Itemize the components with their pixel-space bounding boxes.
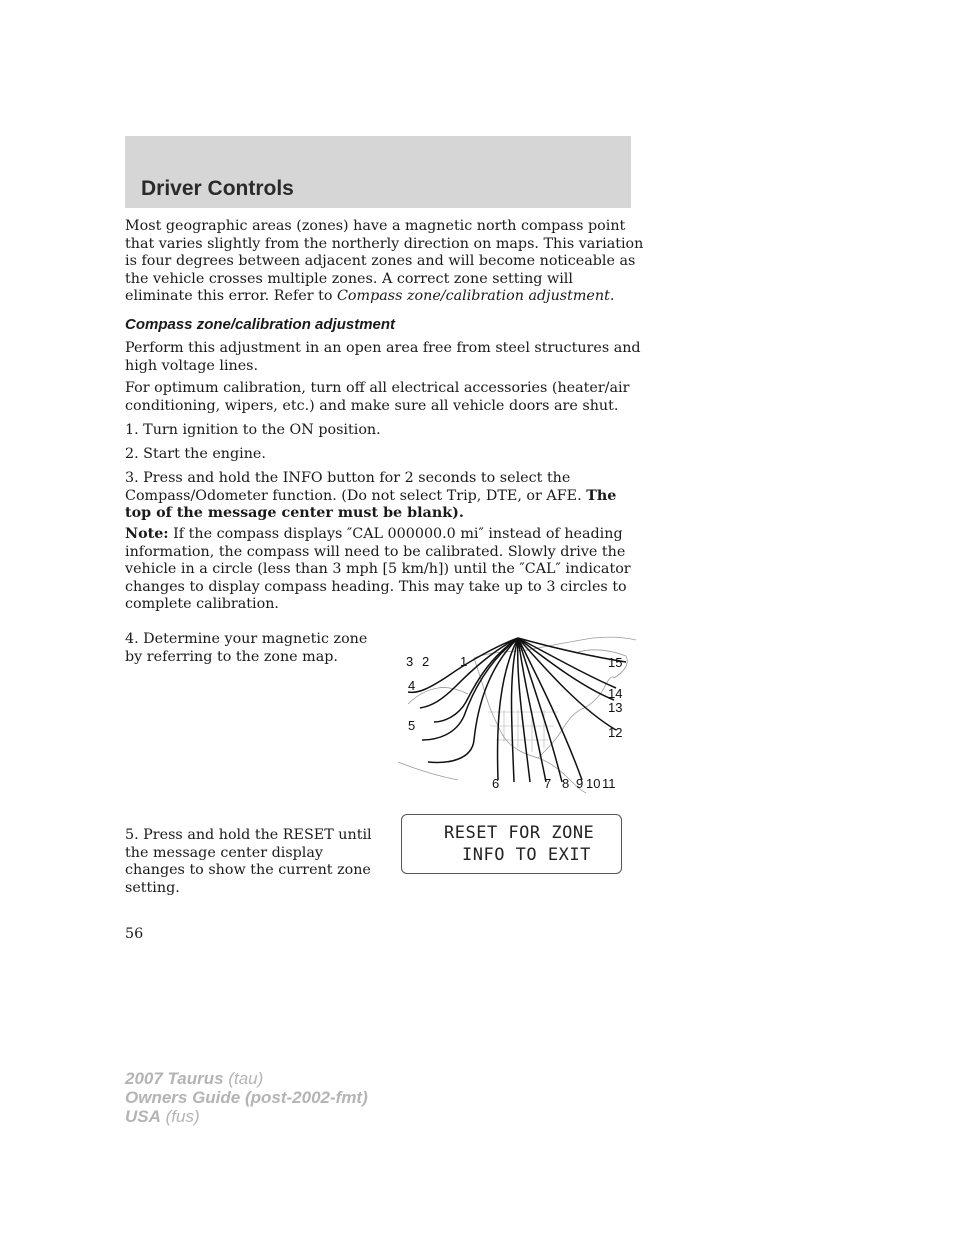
message-center-display — [401, 814, 622, 874]
intro-text: Most geographic areas (zones) have a magnetic north compass point that varies slightly from the northerly direction on maps. This variation is four degrees between adjacent zones and will become noticeable as the vehicle crosses multiple zones. A correct zone setting will eliminate this error. Refer to — [125, 218, 644, 305]
document-footer — [125, 1069, 368, 1126]
zone-label-4: 4 — [408, 678, 416, 693]
section-header-band — [125, 136, 631, 208]
zone-label-11: 11 — [602, 776, 616, 791]
footer-model-code: (tau) — [228, 1069, 264, 1088]
step-3-bold: The top of the message center must be blank). — [125, 487, 617, 522]
step-2: 2. Start the engine. — [125, 446, 266, 462]
step-3 — [125, 470, 645, 523]
zone-lines — [408, 638, 626, 782]
footer-model: 2007 Taurus — [125, 1069, 224, 1088]
map-outline — [398, 637, 636, 793]
zone-label-10: 10 — [586, 776, 601, 791]
zone-label-9: 9 — [576, 776, 584, 791]
compass-subheading: Compass zone/calibration adjustment — [125, 316, 396, 333]
intro-reference: Compass zone/calibration adjustment — [336, 288, 610, 305]
para-open-area: Perform this adjustment in an open area free from steel structures and high voltage lines. — [125, 340, 641, 374]
step-3-text: 3. Press and hold the INFO button for 2 seconds to select the Compass/Odometer function. (Do not select Trip, DTE, or AFE. — [125, 470, 587, 504]
zone-label-13: 13 — [608, 700, 623, 715]
footer-region: USA — [125, 1107, 161, 1126]
zone-label-14: 14 — [608, 686, 623, 701]
zone-label-5: 5 — [408, 718, 416, 733]
page-number: 56 — [125, 926, 144, 942]
display-line-2: INFO TO EXIT — [462, 845, 591, 865]
para-accessories: For optimum calibration, turn off all electrical accessories (heater/air conditioning, wipers, etc.) and make sure all vehicle doors are shut. — [125, 380, 630, 414]
step-1: 1. Turn ignition to the ON position. — [125, 422, 381, 438]
zone-label-15: 15 — [608, 655, 623, 670]
zone-label-3: 3 — [406, 654, 414, 669]
note-text: If the compass displays ″CAL 000000.0 mi″ instead of heading information, the compass will need to be calibrated. Slowly drive the vehicle in a circle (less than 3 mph [5 km/h]) until the ″CAL″ indicator changes to display compass heading. This may take up to 3 circles to complete calibration. — [125, 526, 631, 613]
zone-label-1: 1 — [460, 654, 468, 669]
note-paragraph — [125, 526, 645, 614]
footer-region-code: (fus) — [165, 1107, 200, 1126]
step-4: 4. Determine your magnetic zone by referring to the zone map. — [125, 631, 368, 665]
intro-end: . — [609, 288, 615, 305]
note-label: Note: — [125, 526, 169, 542]
section-title: Driver Controls — [141, 177, 294, 200]
magnetic-zone-map — [378, 630, 638, 795]
step-5: 5. Press and hold the RESET until the message center display changes to show the current zone setting. — [125, 827, 372, 897]
zone-label-8: 8 — [562, 776, 570, 791]
display-line-1: RESET FOR ZONE — [444, 823, 595, 843]
zone-label-6: 6 — [492, 776, 500, 791]
intro-paragraph — [125, 218, 645, 306]
footer-guide: Owners Guide (post-2002-fmt) — [125, 1088, 368, 1107]
zone-label-7: 7 — [544, 776, 552, 791]
zone-label-2: 2 — [422, 654, 430, 669]
zone-label-12: 12 — [608, 725, 623, 740]
